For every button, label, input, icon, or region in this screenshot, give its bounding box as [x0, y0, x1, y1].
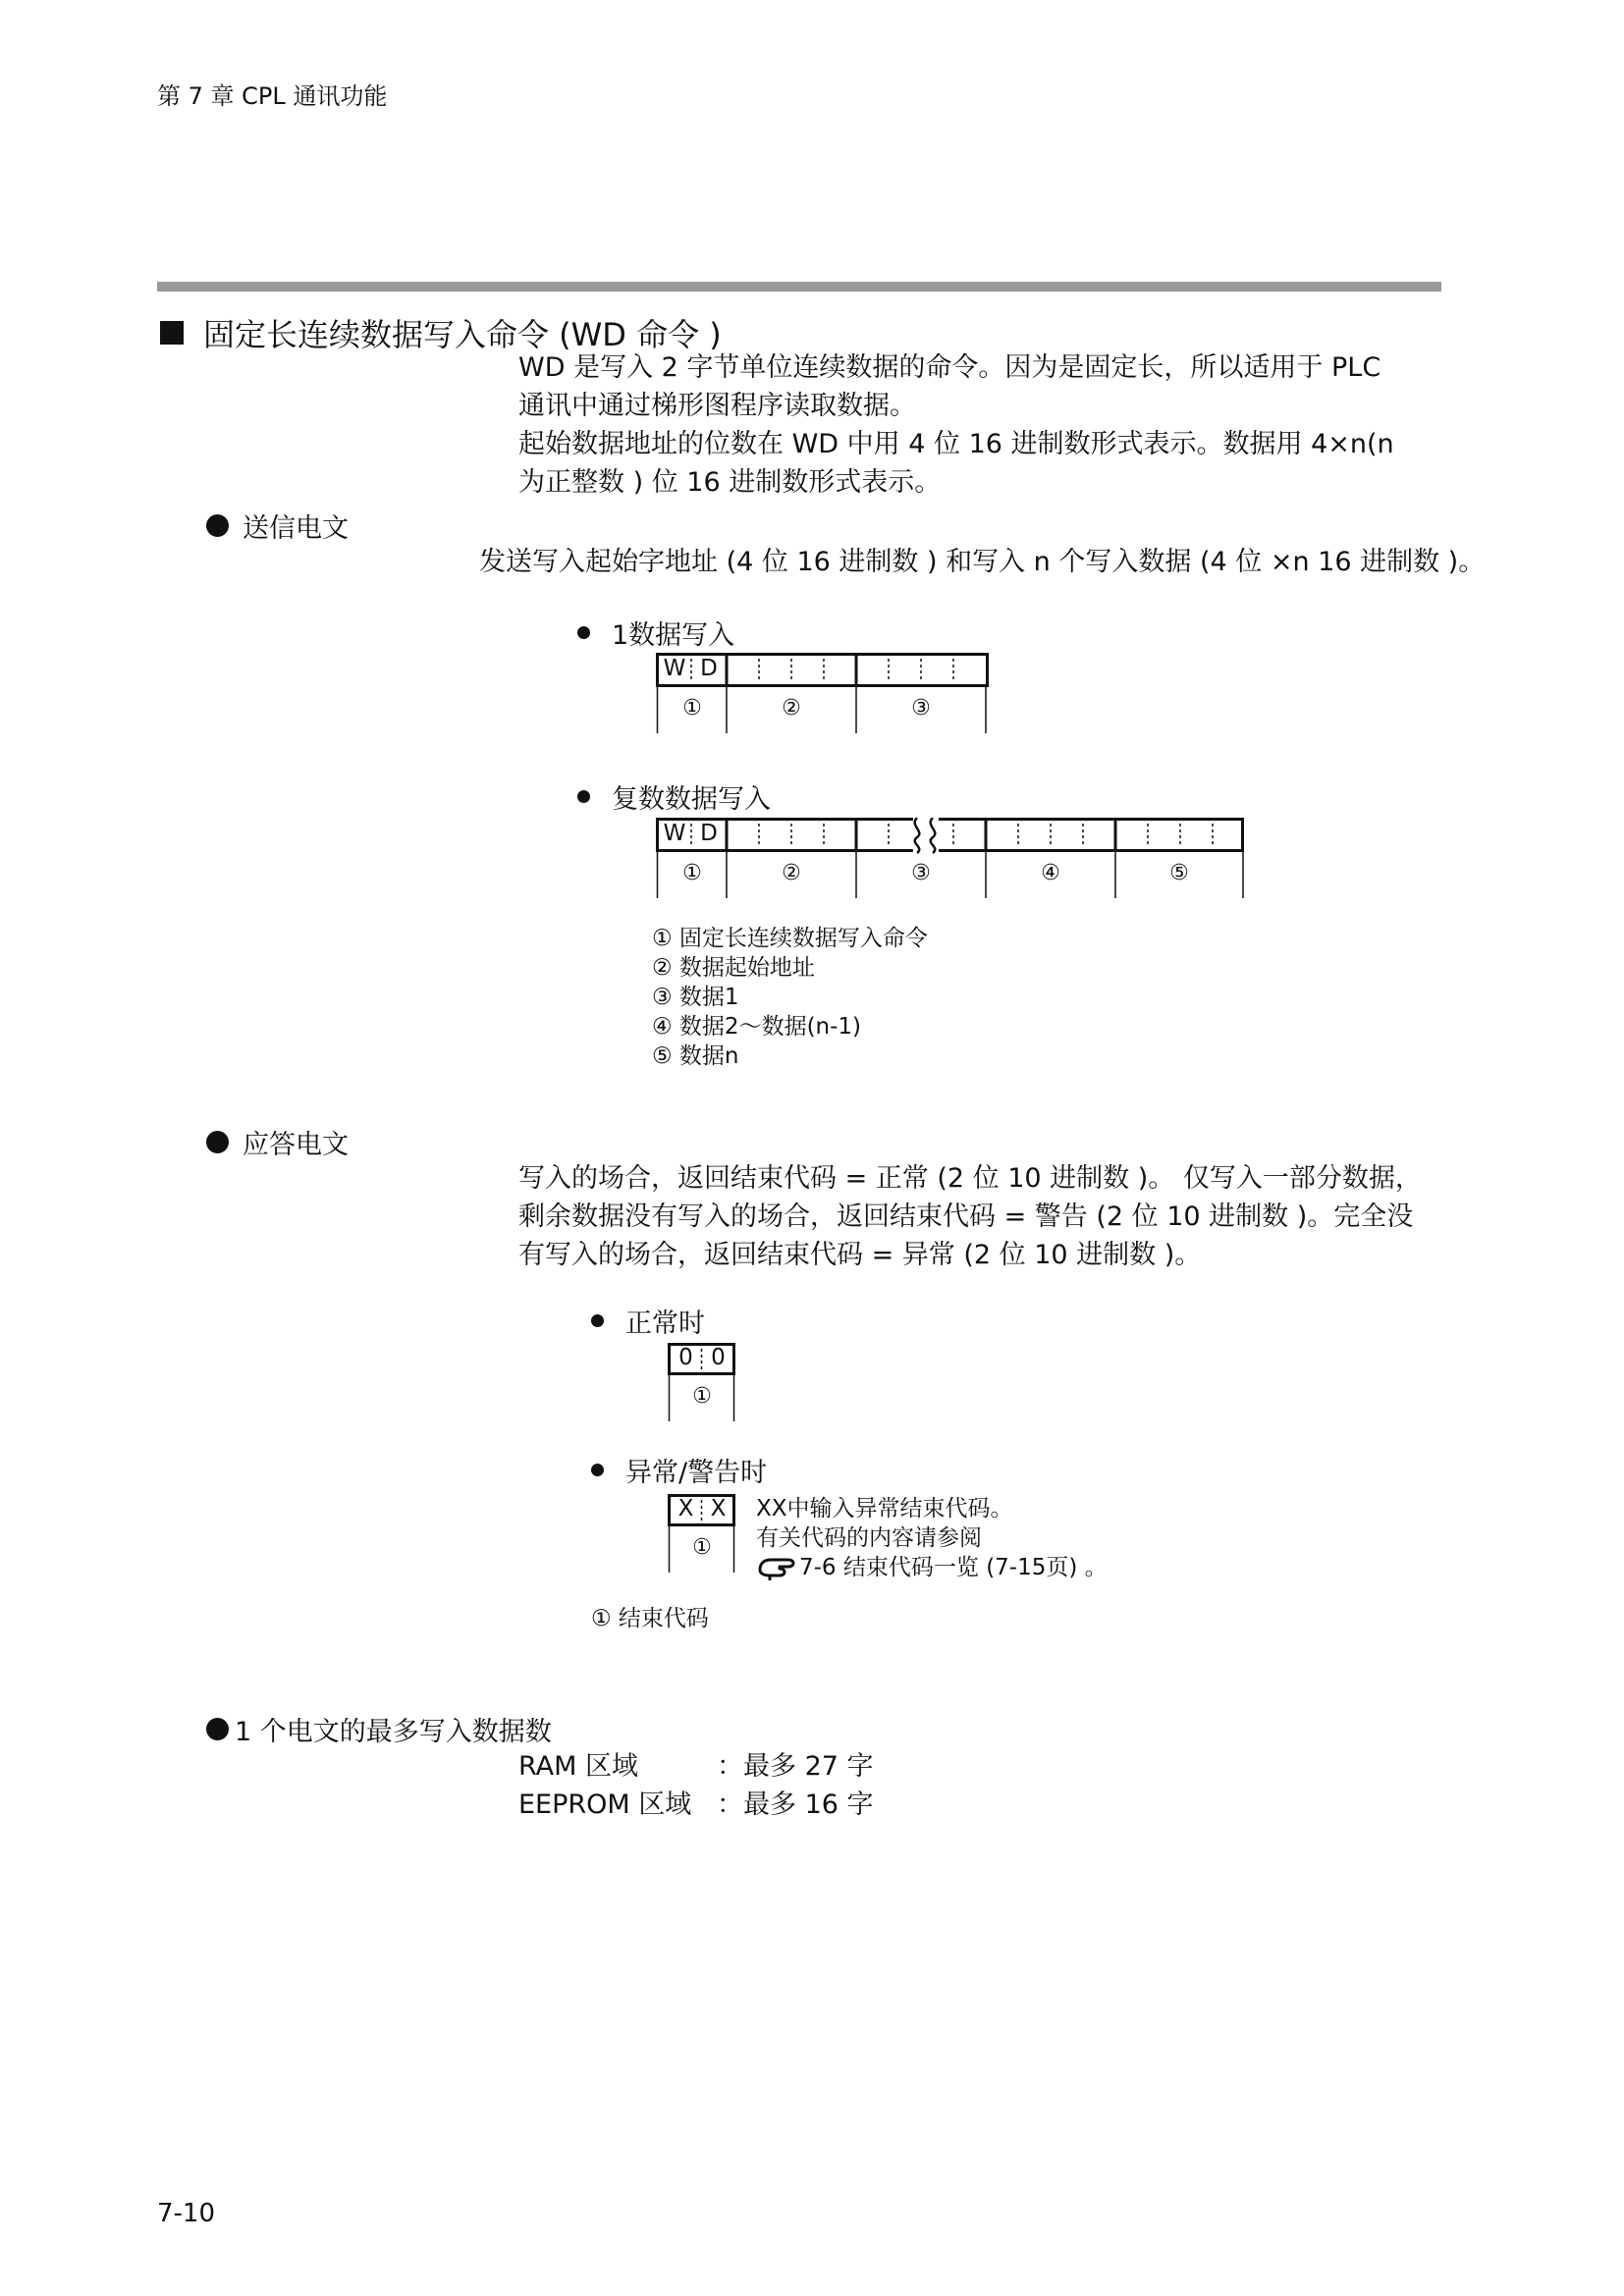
bullet-icon — [591, 1464, 604, 1476]
frame-label: ① — [692, 1535, 712, 1560]
error-code-frame — [668, 1494, 736, 1573]
response-heading — [206, 1123, 349, 1161]
code-char: 0 — [678, 1345, 693, 1370]
intro-line: 通讯中通过梯形图程序读取数据。 — [518, 391, 916, 421]
legend-item: ⑤ 数据n — [652, 1043, 739, 1069]
command-char: W — [663, 821, 686, 846]
response-line: 有写入的场合，返回结束代码 = 异常 (2 位 10 进制数 )。 — [518, 1240, 1202, 1270]
error-note — [756, 1494, 1108, 1582]
square-bullet-icon — [160, 321, 184, 345]
legend-item: ③ 数据1 — [652, 985, 739, 1010]
error-reference-link[interactable] — [756, 1553, 1108, 1582]
response-line: 写入的场合，返回结束代码 = 正常 (2 位 10 进制数 )。 仅写入一部分数据， — [518, 1163, 1422, 1194]
response-heading-text: 应答电文 — [243, 1130, 349, 1160]
error-reference-text: 7-6 结束代码一览 (7-15页) 。 — [799, 1555, 1108, 1580]
multi-write-title-text: 复数数据写入 — [612, 784, 771, 815]
max-table — [518, 1747, 874, 1824]
legend-item: ② 数据起始地址 — [652, 955, 815, 981]
command-char: D — [700, 656, 718, 681]
frame-label: ① — [682, 861, 702, 885]
bullet-icon — [577, 626, 590, 639]
legend-item: ① 固定长连续数据写入命令 — [652, 926, 928, 951]
error-title-text: 异常/警告时 — [625, 1458, 768, 1488]
max-row — [518, 1747, 874, 1786]
frame-label: ① — [682, 696, 702, 721]
command-char: D — [700, 821, 718, 846]
multi-write-frame — [656, 818, 1245, 898]
intro-line: 为正整数 ) 位 16 进制数形式表示。 — [518, 467, 942, 498]
normal-code-frame — [668, 1343, 736, 1421]
single-write-frame — [656, 653, 990, 733]
frame-label: ③ — [911, 696, 931, 721]
frame-label: ⑤ — [1169, 861, 1189, 885]
bullet-icon — [577, 790, 590, 803]
normal-title-text: 正常时 — [625, 1308, 705, 1339]
single-write-title — [577, 614, 734, 652]
frame-label: ① — [692, 1384, 712, 1409]
frame-label: ② — [782, 696, 801, 721]
section-rule — [157, 282, 1441, 292]
frame-label: ② — [782, 861, 801, 885]
page-number: 7-10 — [157, 2199, 216, 2228]
section-intro — [518, 348, 1394, 502]
frame-label: ④ — [1041, 861, 1060, 885]
send-heading-text: 送信电文 — [243, 513, 349, 544]
code-char: X — [710, 1496, 727, 1522]
bullet-icon — [591, 1314, 604, 1327]
error-note-line: XX中输入异常结束代码。 — [756, 1496, 1013, 1522]
intro-line: 起始数据地址的位数在 WD 中用 4 位 16 进制数形式表示。数据用 4×n(n — [518, 429, 1394, 459]
response-line: 剩余数据没有写入的场合，返回结束代码 = 警告 (2 位 10 进制数 )。完全没 — [518, 1201, 1414, 1232]
chapter-header: 第 7 章 CPL 通讯功能 — [157, 82, 388, 110]
bullet-icon — [206, 1131, 229, 1153]
pointing-hand-icon — [756, 1554, 797, 1581]
send-heading — [206, 507, 349, 545]
max-area: EEPROM 区域 — [518, 1789, 692, 1820]
send-description: 发送写入起始字地址 (4 位 16 进制数 ) 和写入 n 个写入数据 (4 位 ×n 16 进制数 )。 — [479, 547, 1486, 577]
code-char: X — [677, 1496, 694, 1522]
response-legend: ① 结束代码 — [591, 1606, 709, 1631]
code-char: 0 — [711, 1345, 726, 1370]
max-value: ：最多 27 字 — [717, 1751, 874, 1782]
single-write-title-text: 1数据写入 — [612, 620, 735, 651]
bullet-icon — [206, 514, 229, 537]
legend-item: ④ 数据2～数据(n-1) — [652, 1014, 862, 1040]
max-area: RAM 区域 — [518, 1751, 639, 1782]
max-heading — [206, 1710, 552, 1748]
intro-line: WD 是写入 2 字节单位连续数据的命令。因为是固定长，所以适用于 PLC — [518, 352, 1381, 383]
response-description — [518, 1159, 1422, 1274]
max-value: ：最多 16 字 — [717, 1789, 874, 1820]
normal-title — [591, 1302, 705, 1340]
max-row — [518, 1786, 874, 1824]
error-note-line: 有关代码的内容请参阅 — [756, 1525, 982, 1551]
send-legend — [652, 924, 928, 1071]
bullet-icon — [206, 1718, 229, 1740]
frame-label: ③ — [911, 861, 931, 885]
max-heading-text: 1 个电文的最多写入数据数 — [235, 1717, 552, 1747]
command-char: W — [663, 656, 686, 681]
error-title — [591, 1451, 767, 1489]
section-title: 固定长连续数据写入命令 (WD 命令 ) — [203, 316, 722, 353]
multi-write-title — [577, 777, 771, 816]
